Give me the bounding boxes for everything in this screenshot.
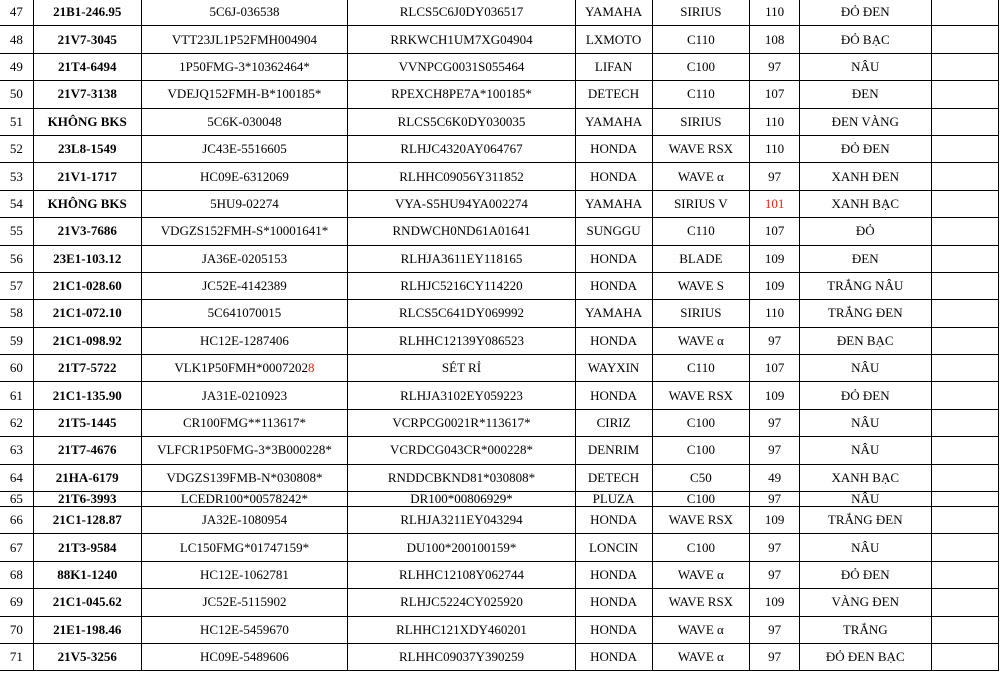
notes-cell (931, 355, 998, 382)
color-cell: XANH BẠC (799, 464, 931, 491)
capacity-cell: 109 (750, 382, 800, 409)
engine-number-cell: HC09E-5489606 (141, 643, 348, 670)
engine-number-cell: HC12E-1287406 (141, 327, 348, 354)
frame-number-cell: RLHHC12139Y086523 (348, 327, 575, 354)
notes-cell (931, 0, 998, 26)
color-cell: ĐEN BẠC (799, 327, 931, 354)
brand-cell: HONDA (575, 163, 652, 190)
engine-number-cell: JC52E-5115902 (141, 589, 348, 616)
frame-number-cell: RLHJC5216CY114220 (348, 272, 575, 299)
color-cell: NÂU (799, 437, 931, 464)
color-cell: XANH BẠC (799, 190, 931, 217)
color-cell: ĐỎ ĐEN (799, 561, 931, 588)
color-cell: ĐỎ ĐEN BẠC (799, 643, 931, 670)
capacity-cell: 110 (750, 0, 800, 26)
brand-cell: DETECH (575, 81, 652, 108)
row-number-cell: 49 (0, 53, 33, 80)
row-number-cell: 69 (0, 589, 33, 616)
brand-cell: LONCIN (575, 534, 652, 561)
row-number-cell: 57 (0, 272, 33, 299)
plate-cell: 21T7-5722 (33, 355, 141, 382)
plate-cell: 21T4-6494 (33, 53, 141, 80)
engine-number-cell: JA31E-0210923 (141, 382, 348, 409)
brand-cell: HONDA (575, 135, 652, 162)
frame-number-cell: RLHJC5224CY025920 (348, 589, 575, 616)
model-cell: SIRIUS (652, 300, 750, 327)
brand-cell: DETECH (575, 464, 652, 491)
table-row (0, 300, 999, 327)
plate-cell: KHÔNG BKS (33, 190, 141, 217)
row-number-cell: 60 (0, 355, 33, 382)
frame-number-cell: RLHHC121XDY460201 (348, 616, 575, 643)
table-row (0, 327, 999, 354)
notes-cell (931, 437, 998, 464)
plate-cell: 21E1-198.46 (33, 616, 141, 643)
engine-number-text: VLK1P50FMH*0007202 (174, 360, 309, 376)
row-number-cell: 59 (0, 327, 33, 354)
plate-cell: 21C1-028.60 (33, 272, 141, 299)
row-number-cell: 62 (0, 409, 33, 436)
frame-number-cell: VCRPCG0021R*113617* (348, 409, 575, 436)
brand-cell: PLUZA (575, 492, 652, 507)
engine-number-cell (141, 355, 348, 382)
row-number-cell: 50 (0, 81, 33, 108)
notes-cell (931, 190, 998, 217)
frame-number-cell: VCRDCG043CR*000228* (348, 437, 575, 464)
engine-number-cell: VDEJQ152FMH-B*100185* (141, 81, 348, 108)
frame-number-cell: SÉT RỈ (348, 355, 575, 382)
plate-cell: 21C1-128.87 (33, 507, 141, 534)
model-cell: C100 (652, 534, 750, 561)
notes-cell (931, 218, 998, 245)
model-cell: C100 (652, 437, 750, 464)
engine-number-cell: VTT23JL1P52FMH004904 (141, 26, 348, 53)
notes-cell (931, 163, 998, 190)
plate-cell: 21V1-1717 (33, 163, 141, 190)
model-cell: C110 (652, 218, 750, 245)
row-number-cell: 53 (0, 163, 33, 190)
table-row (0, 382, 999, 409)
plate-cell: 21T5-1445 (33, 409, 141, 436)
engine-number-cell: LC150FMG*01747159* (141, 534, 348, 561)
engine-number-cell: JA36E-0205153 (141, 245, 348, 272)
frame-number-cell: RLHJA3611EY118165 (348, 245, 575, 272)
row-number-cell: 64 (0, 464, 33, 491)
row-number-cell: 63 (0, 437, 33, 464)
model-cell: WAVE S (652, 272, 750, 299)
table-row (0, 135, 999, 162)
table-row (0, 245, 999, 272)
model-cell: C100 (652, 53, 750, 80)
brand-cell: DENRIM (575, 437, 652, 464)
engine-number-cell: 5HU9-02274 (141, 190, 348, 217)
engine-number-cell: VDGZS139FMB-N*030808* (141, 464, 348, 491)
model-cell: WAVE RSX (652, 507, 750, 534)
table-row (0, 108, 999, 135)
notes-cell (931, 272, 998, 299)
color-cell: ĐEN VÀNG (799, 108, 931, 135)
capacity-cell: 97 (750, 492, 800, 507)
model-cell: C110 (652, 81, 750, 108)
engine-number-cell: HC12E-5459670 (141, 616, 348, 643)
table-row (0, 409, 999, 436)
plate-cell: 21C1-045.62 (33, 589, 141, 616)
notes-cell (931, 643, 998, 670)
engine-number-cell: LCEDR100*00578242* (141, 492, 348, 507)
brand-cell: LXMOTO (575, 26, 652, 53)
table-row (0, 0, 999, 26)
engine-number-cell: HC12E-1062781 (141, 561, 348, 588)
color-cell: VÀNG ĐEN (799, 589, 931, 616)
capacity-cell: 109 (750, 272, 800, 299)
engine-number-highlight: 8 (308, 360, 315, 376)
table-row (0, 218, 999, 245)
capacity-cell: 110 (750, 108, 800, 135)
table-row (0, 616, 999, 643)
model-cell: WAVE RSX (652, 382, 750, 409)
color-cell: NÂU (799, 492, 931, 507)
row-number-cell: 71 (0, 643, 33, 670)
capacity-cell: 97 (750, 409, 800, 436)
table-row (0, 81, 999, 108)
capacity-cell: 97 (750, 534, 800, 561)
row-number-cell: 68 (0, 561, 33, 588)
capacity-cell: 109 (750, 589, 800, 616)
brand-cell: HONDA (575, 272, 652, 299)
plate-cell: 21C1-135.90 (33, 382, 141, 409)
table-row (0, 643, 999, 670)
color-cell: ĐỎ ĐEN (799, 135, 931, 162)
plate-cell: 23L8-1549 (33, 135, 141, 162)
row-number-cell: 58 (0, 300, 33, 327)
table-row (0, 355, 999, 382)
brand-cell: YAMAHA (575, 190, 652, 217)
plate-cell: 21C1-072.10 (33, 300, 141, 327)
engine-number-cell: JA32E-1080954 (141, 507, 348, 534)
capacity-cell: 110 (750, 135, 800, 162)
plate-cell: 21C1-098.92 (33, 327, 141, 354)
table-row (0, 437, 999, 464)
plate-cell: 21V5-3256 (33, 643, 141, 670)
row-number-cell: 51 (0, 108, 33, 135)
notes-cell (931, 409, 998, 436)
brand-cell: SUNGGU (575, 218, 652, 245)
row-number-cell: 48 (0, 26, 33, 53)
brand-cell: CIRIZ (575, 409, 652, 436)
notes-cell (931, 26, 998, 53)
row-number-cell: 66 (0, 507, 33, 534)
plate-cell: 21V3-7686 (33, 218, 141, 245)
table-row (0, 163, 999, 190)
frame-number-cell: RLHJC4320AY064767 (348, 135, 575, 162)
row-number-cell: 61 (0, 382, 33, 409)
engine-number-cell: 5C6K-030048 (141, 108, 348, 135)
model-cell: WAVE α (652, 616, 750, 643)
model-cell: WAVE α (652, 163, 750, 190)
model-cell: C50 (652, 464, 750, 491)
table-row (0, 589, 999, 616)
table-row (0, 464, 999, 491)
plate-cell: KHÔNG BKS (33, 108, 141, 135)
table-row (0, 534, 999, 561)
color-cell: NÂU (799, 534, 931, 561)
frame-number-cell: RNDWCH0ND61A01641 (348, 218, 575, 245)
capacity-cell: 107 (750, 81, 800, 108)
model-cell: WAVE RSX (652, 589, 750, 616)
notes-cell (931, 561, 998, 588)
brand-cell: HONDA (575, 589, 652, 616)
engine-number-cell: HC09E-6312069 (141, 163, 348, 190)
model-cell: WAVE RSX (652, 135, 750, 162)
capacity-cell: 97 (750, 643, 800, 670)
brand-cell: WAYXIN (575, 355, 652, 382)
table-row (0, 561, 999, 588)
brand-cell: LIFAN (575, 53, 652, 80)
row-number-cell: 54 (0, 190, 33, 217)
engine-number-cell: JC52E-4142389 (141, 272, 348, 299)
notes-cell (931, 53, 998, 80)
frame-number-cell: RNDDCBKND81*030808* (348, 464, 575, 491)
capacity-cell: 107 (750, 355, 800, 382)
frame-number-cell: RLHHC12108Y062744 (348, 561, 575, 588)
color-cell: ĐỎ (799, 218, 931, 245)
model-cell: BLADE (652, 245, 750, 272)
notes-cell (931, 589, 998, 616)
frame-number-cell: RLHJA3211EY043294 (348, 507, 575, 534)
notes-cell (931, 245, 998, 272)
notes-cell (931, 507, 998, 534)
row-number-cell: 47 (0, 0, 33, 26)
frame-number-cell: RLCS5C641DY069992 (348, 300, 575, 327)
brand-cell: HONDA (575, 507, 652, 534)
model-cell: C100 (652, 492, 750, 507)
frame-number-cell: RLHJA3102EY059223 (348, 382, 575, 409)
notes-cell (931, 382, 998, 409)
capacity-cell: 109 (750, 507, 800, 534)
notes-cell (931, 135, 998, 162)
color-cell: NÂU (799, 53, 931, 80)
color-cell: TRẮNG NÂU (799, 272, 931, 299)
row-number-cell: 55 (0, 218, 33, 245)
model-cell: C110 (652, 355, 750, 382)
engine-number-cell: CR100FMG**113617* (141, 409, 348, 436)
table-row (0, 26, 999, 53)
capacity-cell: 97 (750, 616, 800, 643)
color-cell: ĐEN (799, 81, 931, 108)
plate-cell: 21T7-4676 (33, 437, 141, 464)
engine-number-cell: VDGZS152FMH-S*10001641* (141, 218, 348, 245)
brand-cell: HONDA (575, 382, 652, 409)
frame-number-cell: DU100*200100159* (348, 534, 575, 561)
model-cell: SIRIUS (652, 108, 750, 135)
plate-cell: 88K1-1240 (33, 561, 141, 588)
capacity-cell: 97 (750, 561, 800, 588)
frame-number-cell: RLCS5C6K0DY030035 (348, 108, 575, 135)
color-cell: XANH ĐEN (799, 163, 931, 190)
frame-number-cell: DR100*00806929* (348, 492, 575, 507)
model-cell: WAVE α (652, 643, 750, 670)
table-row (0, 507, 999, 534)
capacity-cell: 108 (750, 26, 800, 53)
brand-cell: HONDA (575, 616, 652, 643)
color-cell: TRẮNG (799, 616, 931, 643)
model-cell: WAVE α (652, 327, 750, 354)
notes-cell (931, 108, 998, 135)
engine-number-cell: VLFCR1P50FMG-3*3B000228* (141, 437, 348, 464)
plate-cell: 21HA-6179 (33, 464, 141, 491)
color-cell: TRẮNG ĐEN (799, 300, 931, 327)
capacity-cell: 109 (750, 245, 800, 272)
color-cell: TRẮNG ĐEN (799, 507, 931, 534)
engine-number-cell: JC43E-5516605 (141, 135, 348, 162)
brand-cell: YAMAHA (575, 0, 652, 26)
capacity-cell: 101 (750, 190, 800, 217)
model-cell: C110 (652, 26, 750, 53)
frame-number-cell: RLCS5C6J0DY036517 (348, 0, 575, 26)
row-number-cell: 65 (0, 492, 33, 507)
model-cell: WAVE α (652, 561, 750, 588)
row-number-cell: 67 (0, 534, 33, 561)
table-row (0, 190, 999, 217)
capacity-cell: 110 (750, 300, 800, 327)
brand-cell: YAMAHA (575, 108, 652, 135)
color-cell: ĐỎ ĐEN (799, 382, 931, 409)
capacity-cell: 97 (750, 327, 800, 354)
brand-cell: YAMAHA (575, 300, 652, 327)
brand-cell: HONDA (575, 245, 652, 272)
color-cell: ĐỎ ĐEN (799, 0, 931, 26)
color-cell: ĐEN (799, 245, 931, 272)
plate-cell: 21T3-9584 (33, 534, 141, 561)
plate-cell: 23E1-103.12 (33, 245, 141, 272)
engine-number-cell: 5C6J-036538 (141, 0, 348, 26)
frame-number-cell: RPEXCH8PE7A*100185* (348, 81, 575, 108)
plate-cell: 21T6-3993 (33, 492, 141, 507)
notes-cell (931, 616, 998, 643)
frame-number-cell: RLHHC09037Y390259 (348, 643, 575, 670)
capacity-cell: 49 (750, 464, 800, 491)
table-row (0, 272, 999, 299)
plate-cell: 21V7-3138 (33, 81, 141, 108)
brand-cell: HONDA (575, 561, 652, 588)
notes-cell (931, 327, 998, 354)
plate-cell: 21V7-3045 (33, 26, 141, 53)
table-row (0, 53, 999, 80)
color-cell: NÂU (799, 409, 931, 436)
frame-number-cell: VYA-S5HU94YA002274 (348, 190, 575, 217)
capacity-cell: 107 (750, 218, 800, 245)
plate-cell: 21B1-246.95 (33, 0, 141, 26)
table-row (0, 492, 999, 507)
engine-number-cell: 5C641070015 (141, 300, 348, 327)
row-number-cell: 56 (0, 245, 33, 272)
capacity-cell: 97 (750, 163, 800, 190)
brand-cell: HONDA (575, 643, 652, 670)
notes-cell (931, 534, 998, 561)
row-number-cell: 70 (0, 616, 33, 643)
notes-cell (931, 300, 998, 327)
notes-cell (931, 81, 998, 108)
model-cell: C100 (652, 409, 750, 436)
capacity-cell: 97 (750, 437, 800, 464)
model-cell: SIRIUS (652, 0, 750, 26)
notes-cell (931, 464, 998, 491)
capacity-cell: 97 (750, 53, 800, 80)
model-cell: SIRIUS V (652, 190, 750, 217)
frame-number-cell: RLHHC09056Y311852 (348, 163, 575, 190)
row-number-cell: 52 (0, 135, 33, 162)
engine-number-cell: 1P50FMG-3*10362464* (141, 53, 348, 80)
color-cell: NÂU (799, 355, 931, 382)
frame-number-cell: VVNPCG0031S055464 (348, 53, 575, 80)
notes-cell (931, 492, 998, 507)
color-cell: ĐỎ BẠC (799, 26, 931, 53)
frame-number-cell: RRKWCH1UM7XG04904 (348, 26, 575, 53)
brand-cell: HONDA (575, 327, 652, 354)
